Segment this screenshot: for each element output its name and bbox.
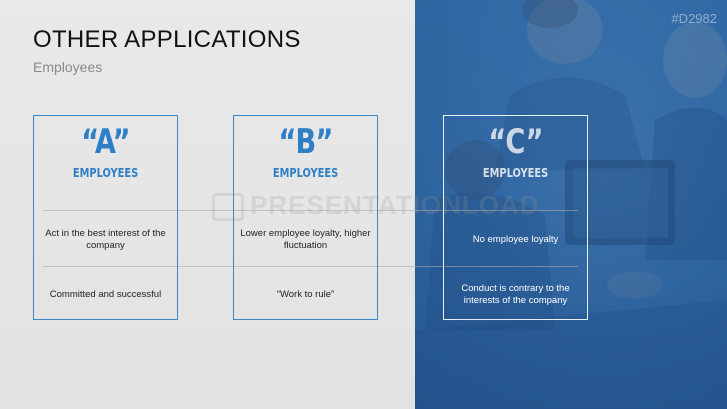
card-letter: “A” — [81, 122, 130, 162]
card-letter: “B” — [278, 122, 333, 162]
slide-title: OTHER APPLICATIONS — [33, 26, 301, 53]
card-row-2: Committed and successful — [49, 289, 162, 300]
card-row-1: Lower employee loyalty, higher fluctuation — [240, 228, 371, 251]
card-row-1: No employee loyalty — [472, 234, 559, 245]
card-letter: “C” — [488, 122, 543, 162]
card-row-2: “Work to rule” — [276, 289, 335, 300]
card-group-label: EMPLOYEES — [482, 166, 549, 180]
card-row-1: Act in the best interest of the company — [45, 228, 166, 251]
watermark: PRESENTATIONLOAD — [212, 190, 539, 221]
card-group-label: EMPLOYEES — [72, 166, 139, 180]
slide-subtitle: Employees — [33, 59, 103, 75]
card-row-2: Conduct is contrary to the interests of the company — [461, 283, 570, 306]
card-a-employees — [33, 115, 178, 320]
card-group-label: EMPLOYEES — [272, 166, 339, 180]
card-c-employees — [443, 115, 588, 320]
slide-id-label: #D2982 — [671, 11, 717, 26]
card-b-employees — [233, 115, 378, 320]
